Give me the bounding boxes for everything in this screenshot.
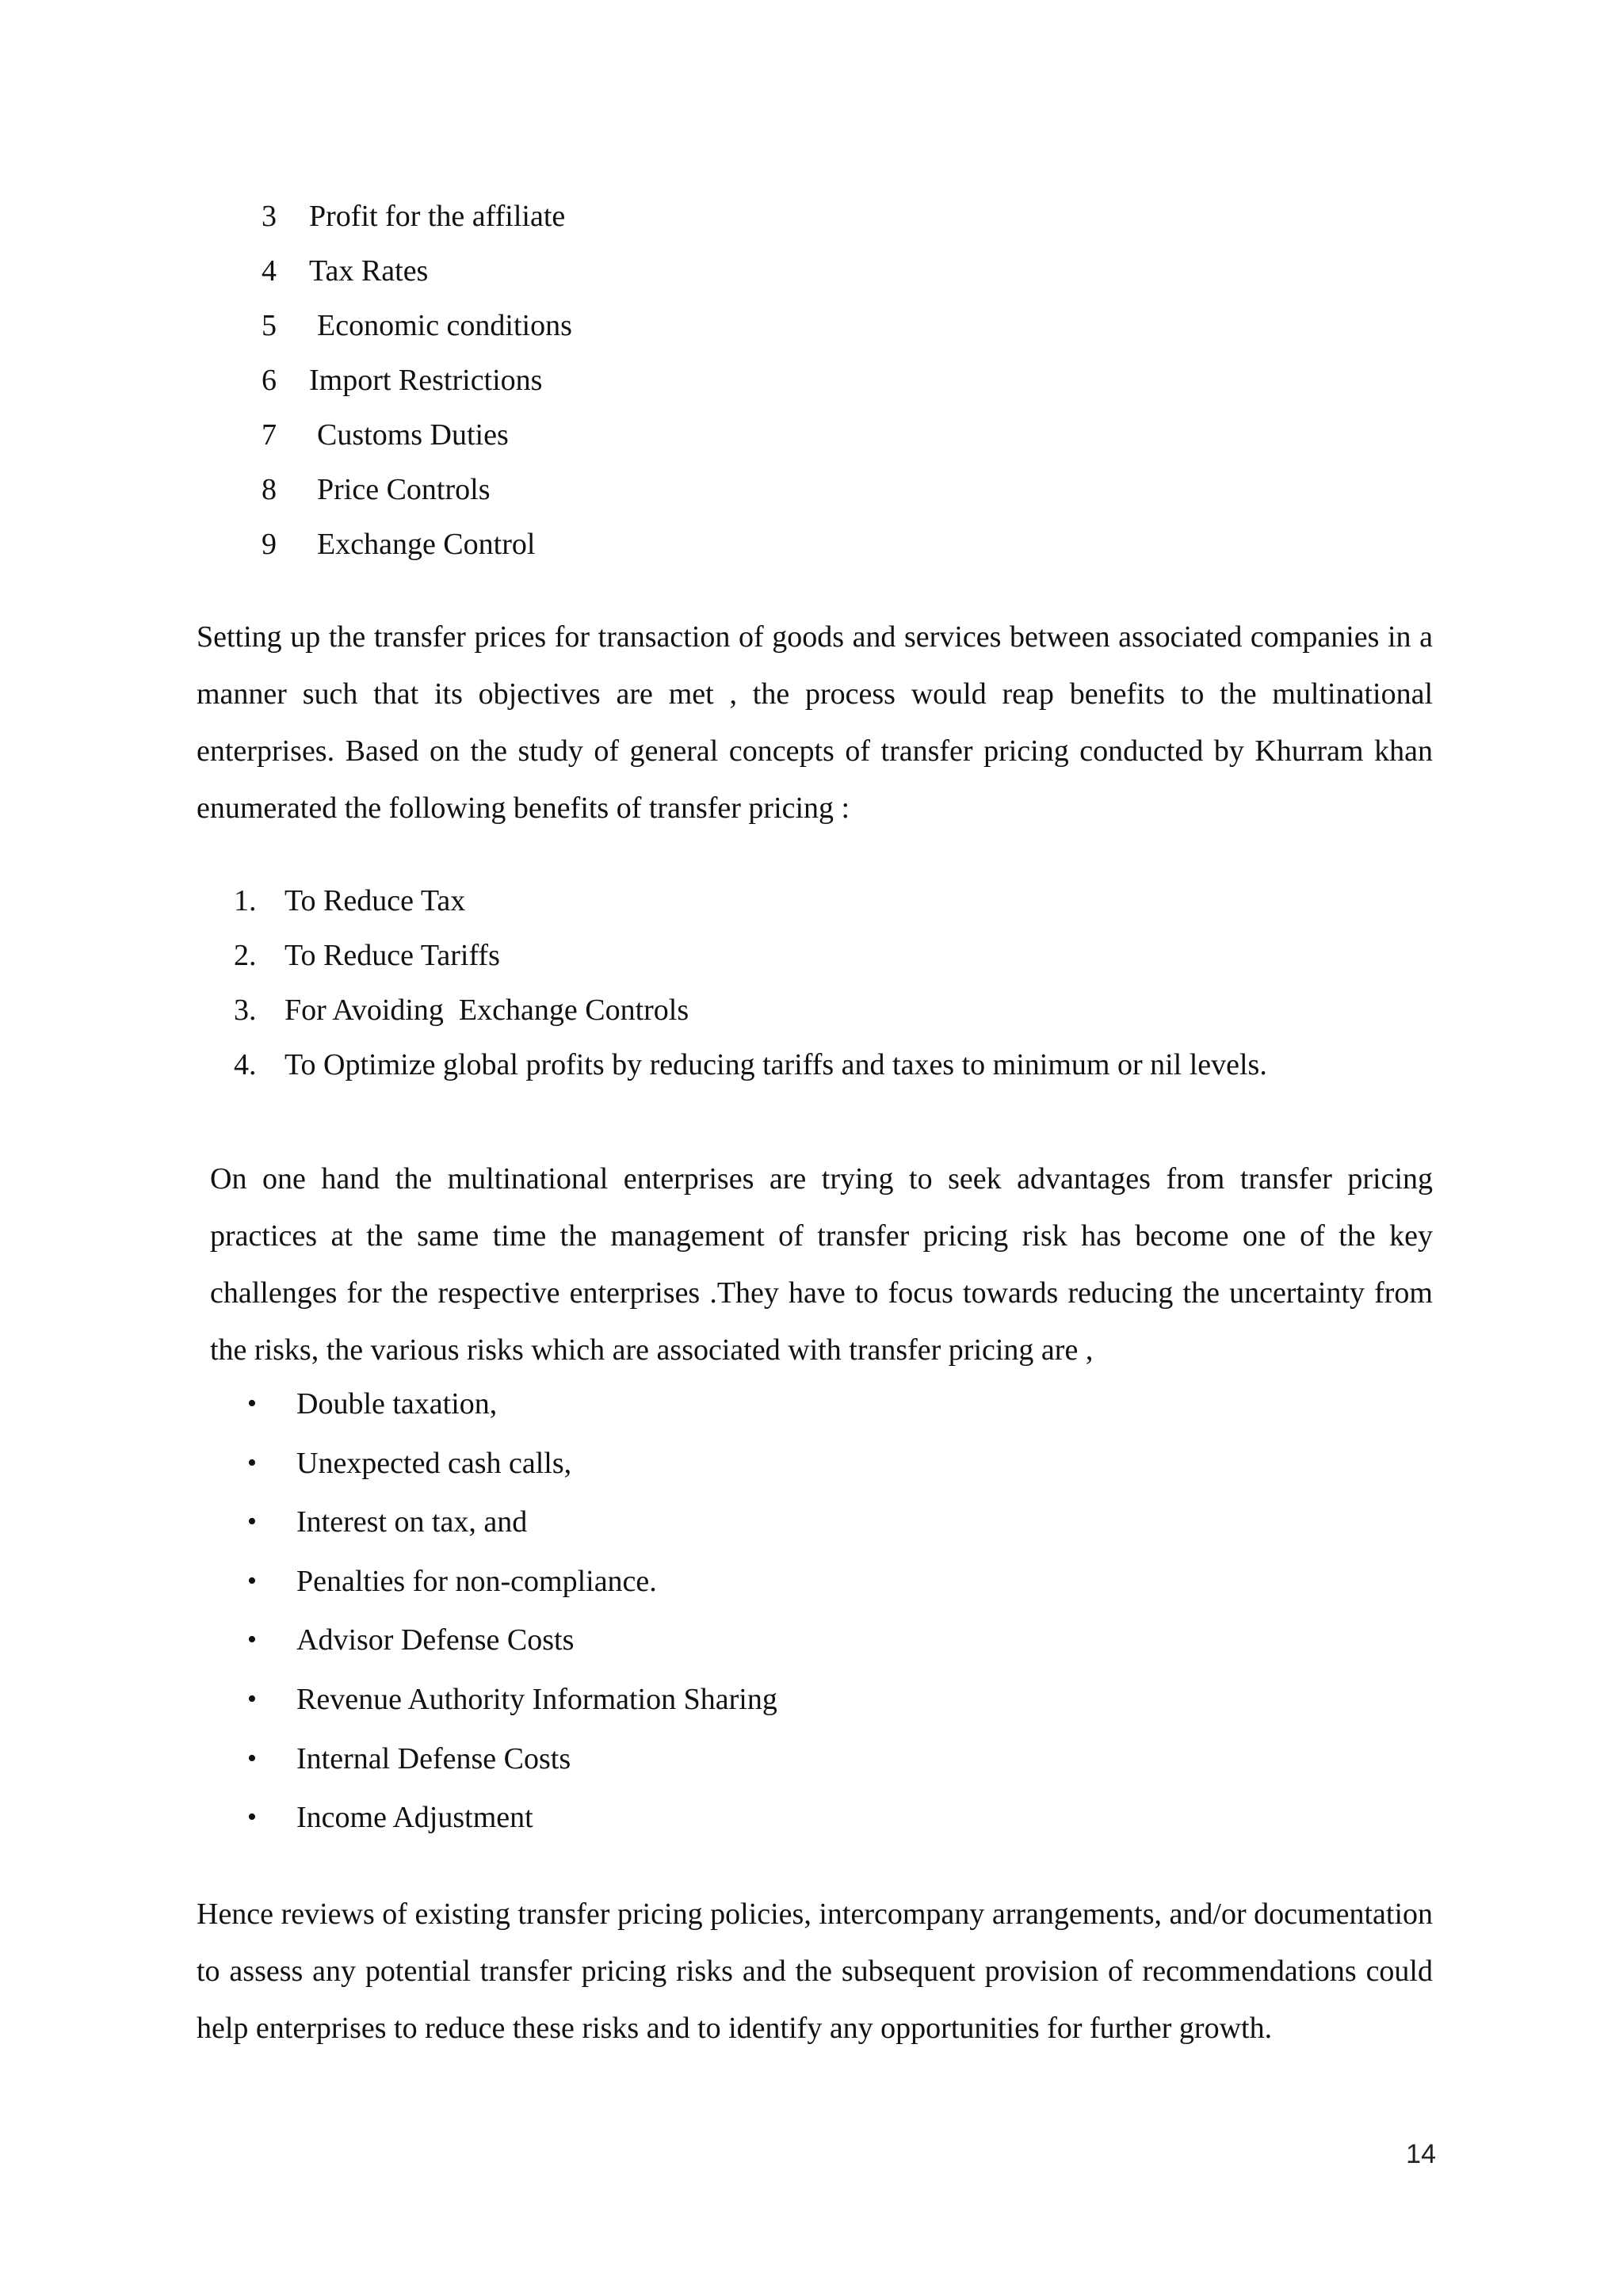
list-item-text: For Avoiding Exchange Controls (285, 994, 689, 1027)
list-item-text: To Optimize global profits by reducing tariffs and taxes to minimum or nil levels. (285, 1048, 1267, 1081)
list-item-text: Import Restrictions (309, 364, 543, 397)
list-item-number: 4. (234, 1048, 257, 1081)
list-item (247, 1502, 777, 1562)
list-item-text: Tax Rates (309, 254, 429, 288)
list-item (262, 196, 572, 251)
paragraph-benefits-intro: Setting up the transfer prices for transaction of goods and services between associated companies in a manner such that its objectives are met , the process would reap benefits to the multinational enterprises. Based on the study of general concepts of transfer pricing conducted by Khurram khan enumerated the following benefits of transfer pricing : (197, 620, 1433, 825)
list-item (247, 1384, 777, 1444)
list-item (247, 1739, 777, 1798)
bullet-icon: • (247, 1802, 257, 1833)
list-item-text: Double taxation, (296, 1387, 498, 1421)
list-item-text: Price Controls (317, 473, 491, 506)
list-item-text: Revenue Authority Information Sharing (296, 1682, 777, 1716)
list-item (247, 1444, 777, 1503)
list-item (262, 415, 572, 470)
list-item-number: 8 (262, 473, 277, 506)
bullet-icon: • (247, 1684, 257, 1714)
paragraph-risks-intro: On one hand the multinational enterprises are trying to seek advantages from transfer pricing practices at the same time the management of transfer pricing risk has become one of the key challenges for the respective enterprises .They have to focus towards reducing the uncertainty from the risks, the various risks which are associated with transfer pricing are , (210, 1162, 1433, 1367)
bullet-icon: • (247, 1625, 257, 1655)
list-item-number: 3 (262, 200, 277, 233)
list-item-text: Unexpected cash calls, (296, 1446, 572, 1480)
bullet-icon: • (247, 1507, 257, 1537)
list-item-text: Advisor Defense Costs (296, 1623, 575, 1657)
list-item (247, 1798, 777, 1857)
list-item (234, 1045, 1267, 1100)
list-item-text: Profit for the affiliate (309, 200, 566, 233)
list-item-text: Exchange Control (317, 528, 536, 561)
page-number: 14 (1406, 2139, 1436, 2169)
list-item-text: Income Adjustment (296, 1801, 533, 1835)
list-item-number: 9 (262, 528, 277, 561)
list-item-text: Internal Defense Costs (296, 1741, 571, 1775)
list-item (262, 251, 572, 306)
paragraph-conclusion: Hence reviews of existing transfer pricing policies, intercompany arrangements, and/or documentation to assess any potential transfer pricing risks and the subsequent provision of recommendations could help enterprises to reduce these risks and to identify any opportunities for further growth. (197, 1897, 1433, 2045)
list-item-number: 2. (234, 939, 257, 972)
list-item (234, 990, 1267, 1045)
list-item (247, 1680, 777, 1739)
list-item-number: 6 (262, 364, 277, 397)
list-item-text: Customs Duties (317, 418, 509, 452)
list-item (247, 1620, 777, 1680)
list-item-number: 1. (234, 884, 257, 917)
list-item-text: To Reduce Tariffs (285, 939, 500, 972)
list-item-number: 7 (262, 418, 277, 452)
bullet-icon: • (247, 1743, 257, 1773)
risks-list (247, 1384, 777, 1857)
list-item-text: Penalties for non-compliance. (296, 1564, 657, 1598)
benefits-list (234, 881, 1267, 1100)
list-item (234, 881, 1267, 936)
list-item (247, 1562, 777, 1621)
bullet-icon: • (247, 1566, 257, 1596)
factors-list (262, 196, 572, 579)
list-item (262, 524, 572, 579)
list-item-number: 4 (262, 254, 277, 288)
list-item-number: 5 (262, 309, 277, 342)
list-item-text: To Reduce Tax (285, 884, 466, 917)
list-item (234, 936, 1267, 990)
list-item (262, 360, 572, 415)
list-item-text: Interest on tax, and (296, 1505, 528, 1539)
list-item (262, 470, 572, 524)
bullet-icon: • (247, 1447, 257, 1478)
list-item-number: 3. (234, 994, 257, 1027)
list-item (262, 306, 572, 360)
bullet-icon: • (247, 1389, 257, 1418)
list-item-text: Economic conditions (317, 309, 572, 342)
